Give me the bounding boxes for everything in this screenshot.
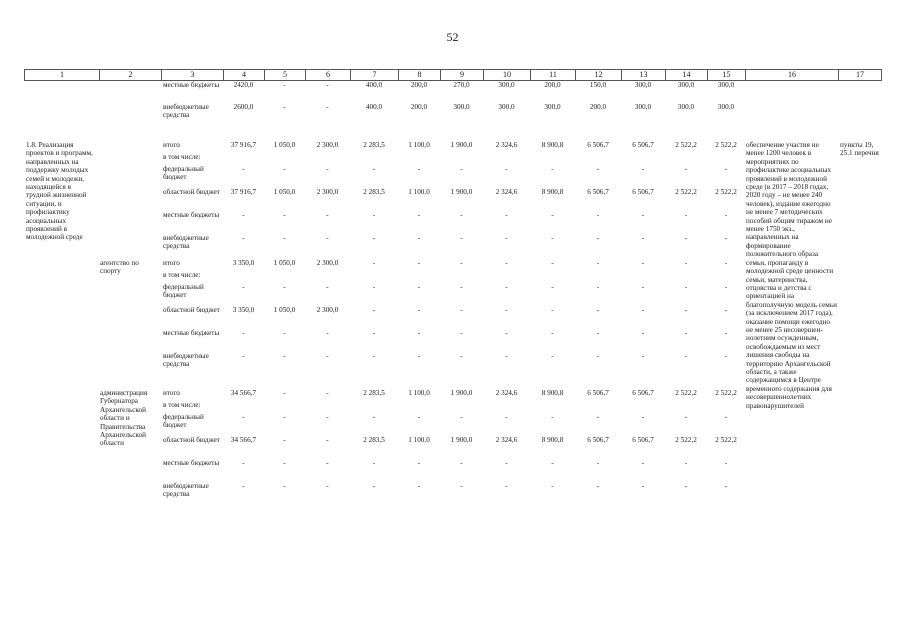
- row-value: -: [326, 436, 329, 444]
- row-label: федеральный бюджет: [163, 165, 204, 182]
- row-value: -: [326, 165, 329, 173]
- row-label: внебюджетные средства: [163, 352, 209, 369]
- header-col-3: 3: [161, 70, 223, 80]
- row-value: -: [596, 211, 600, 219]
- row-value: -: [684, 211, 688, 219]
- row-value: -: [551, 482, 554, 490]
- row-value: -: [242, 234, 245, 242]
- header-col-1: 1: [24, 70, 99, 80]
- row-value: -: [684, 234, 688, 242]
- row-value: 2 300,0: [316, 306, 339, 314]
- row-value: -: [372, 352, 376, 360]
- row-value: -: [283, 165, 286, 173]
- row-value: -: [551, 234, 554, 242]
- row-label: в том числе:: [163, 153, 201, 161]
- row-value: -: [326, 459, 329, 467]
- row-value: -: [417, 459, 421, 467]
- row-label: в том числе:: [163, 271, 201, 279]
- row-value: -: [684, 259, 688, 267]
- row-value: -: [641, 283, 645, 291]
- row-value: 300,0: [544, 103, 561, 111]
- row-value: -: [417, 259, 421, 267]
- row-value: -: [326, 482, 329, 490]
- row-value: 2 283,5: [363, 389, 385, 397]
- row-value: -: [372, 283, 376, 291]
- row-value: -: [551, 211, 554, 219]
- header-col-15: 15: [707, 70, 745, 80]
- item-title: 1.8. Реализация проектов и программ, направленных на поддержку молодых семей и молодежи, находящейся в трудной жизненной ситуации, и профилактику асоциальных проявлений в молодежной среде: [26, 141, 93, 242]
- row-value: 200,0: [410, 103, 428, 111]
- row-value: -: [460, 234, 463, 242]
- row-value: -: [724, 165, 728, 173]
- row-value: -: [641, 165, 645, 173]
- row-value: -: [596, 329, 600, 337]
- header-col-12: 12: [575, 70, 621, 80]
- row-value: -: [684, 283, 688, 291]
- row-value: -: [242, 329, 245, 337]
- row-value: 6 506,7: [587, 141, 609, 149]
- row-value: -: [551, 165, 554, 173]
- row-value: 2 300,0: [316, 141, 339, 149]
- row-value: -: [242, 459, 245, 467]
- row-label: местные бюджеты: [163, 211, 220, 219]
- row-value: 2 283,5: [363, 436, 385, 444]
- row-value: -: [372, 234, 376, 242]
- row-value: 2 324,6: [495, 188, 518, 196]
- row-label: местные бюджеты: [163, 459, 220, 467]
- row-value: -: [242, 352, 245, 360]
- row-value: -: [283, 103, 286, 111]
- row-value: -: [596, 234, 600, 242]
- row-value: 1 100,0: [408, 436, 430, 444]
- row-value: -: [596, 413, 600, 421]
- row-value: 270,0: [453, 81, 470, 89]
- row-value: -: [417, 329, 421, 337]
- row-value: -: [505, 259, 508, 267]
- table-header-row: [24, 69, 882, 81]
- row-value: -: [242, 413, 245, 421]
- row-value: -: [505, 211, 508, 219]
- row-value: -: [372, 482, 376, 490]
- row-value: -: [326, 283, 329, 291]
- row-value: 300,0: [498, 81, 515, 89]
- row-value: -: [460, 329, 463, 337]
- row-value: 300,0: [717, 103, 735, 111]
- row-value: -: [326, 211, 329, 219]
- row-value: -: [724, 329, 728, 337]
- row-value: -: [596, 482, 600, 490]
- row-value: 300,0: [677, 103, 695, 111]
- row-value: 1 100,0: [408, 389, 430, 397]
- header-col-10: 10: [483, 70, 530, 80]
- row-value: 6 506,7: [632, 188, 654, 196]
- row-value: -: [417, 165, 421, 173]
- row-value: 34 566,7: [230, 436, 257, 444]
- row-value: -: [460, 413, 463, 421]
- row-value: -: [460, 211, 463, 219]
- row-value: -: [724, 259, 728, 267]
- row-value: 37 916,7: [230, 141, 257, 149]
- row-value: -: [372, 211, 376, 219]
- row-value: -: [460, 259, 463, 267]
- row-value: 8 900,8: [541, 188, 564, 196]
- row-value: 200,0: [544, 81, 561, 89]
- row-value: 150,0: [589, 81, 607, 89]
- row-value: -: [551, 259, 554, 267]
- header-col-4: 4: [223, 70, 264, 80]
- row-value: 1 100,0: [408, 188, 430, 196]
- row-value: 2 300,0: [316, 259, 339, 267]
- row-label: в том числе:: [163, 401, 201, 409]
- row-value: -: [724, 283, 728, 291]
- row-value: 2 324,6: [495, 141, 518, 149]
- row-value: -: [505, 283, 508, 291]
- row-value: -: [283, 352, 286, 360]
- row-value: -: [417, 352, 421, 360]
- row-value: 300,0: [634, 103, 652, 111]
- row-label: внебюджетные средства: [163, 482, 209, 499]
- row-value: -: [242, 211, 245, 219]
- row-value: 1 050,0: [273, 259, 296, 267]
- header-col-17: 17: [838, 70, 882, 80]
- row-value: 1 900,0: [450, 436, 473, 444]
- row-value: 1 900,0: [450, 141, 473, 149]
- row-label: федеральный бюджет: [163, 283, 204, 300]
- row-label: областной бюджет: [163, 188, 220, 196]
- row-value: -: [283, 81, 286, 89]
- row-label: местные бюджеты: [163, 329, 220, 337]
- row-value: -: [283, 329, 286, 337]
- row-value: -: [460, 482, 463, 490]
- row-value: -: [372, 306, 376, 314]
- row-value: -: [551, 306, 554, 314]
- row-value: -: [505, 165, 508, 173]
- header-col-13: 13: [621, 70, 665, 80]
- row-value: 8 900,8: [541, 389, 564, 397]
- row-value: 300,0: [634, 81, 652, 89]
- row-value: 1 050,0: [273, 188, 296, 196]
- row-value: -: [372, 459, 376, 467]
- row-value: -: [505, 482, 508, 490]
- row-value: -: [551, 459, 554, 467]
- row-value: -: [551, 352, 554, 360]
- row-value: 6 506,7: [587, 188, 609, 196]
- row-value: 6 506,7: [632, 389, 654, 397]
- row-value: 300,0: [453, 103, 470, 111]
- row-value: 2 522,2: [675, 141, 697, 149]
- page-number: 52: [446, 30, 459, 44]
- row-value: -: [283, 389, 286, 397]
- row-value: 400,0: [365, 103, 383, 111]
- header-col-7: 7: [350, 70, 398, 80]
- row-value: -: [372, 413, 376, 421]
- row-value: -: [460, 306, 463, 314]
- row-value: 6 506,7: [587, 389, 609, 397]
- row-value: -: [283, 459, 286, 467]
- row-value: -: [724, 352, 728, 360]
- row-value: -: [724, 482, 728, 490]
- row-value: -: [372, 165, 376, 173]
- row-value: -: [684, 352, 688, 360]
- row-value: -: [242, 482, 245, 490]
- row-value: 200,0: [410, 81, 428, 89]
- header-col-14: 14: [665, 70, 707, 80]
- row-value: -: [641, 211, 645, 219]
- row-value: -: [326, 103, 329, 111]
- row-value: -: [326, 389, 329, 397]
- row-value: 2 522,2: [715, 389, 737, 397]
- row-value: -: [684, 413, 688, 421]
- row-label: областной бюджет: [163, 436, 220, 444]
- row-value: -: [460, 165, 463, 173]
- row-value: -: [724, 306, 728, 314]
- row-value: -: [417, 283, 421, 291]
- row-value: -: [641, 306, 645, 314]
- row-value: -: [641, 259, 645, 267]
- row-value: -: [641, 413, 645, 421]
- row-value: -: [641, 329, 645, 337]
- row-value: -: [684, 482, 688, 490]
- executor-name: агентство по спорту: [100, 259, 139, 276]
- row-value: 2 300,0: [316, 188, 339, 196]
- row-value: 2 522,2: [715, 436, 737, 444]
- row-value: -: [684, 165, 688, 173]
- row-value: -: [641, 234, 645, 242]
- row-value: -: [505, 329, 508, 337]
- row-value: 34 566,7: [230, 389, 257, 397]
- row-value: -: [551, 329, 554, 337]
- row-value: -: [596, 259, 600, 267]
- row-value: -: [684, 329, 688, 337]
- row-value: -: [596, 352, 600, 360]
- row-value: 6 506,7: [587, 436, 609, 444]
- row-label: внебюджетные средства: [163, 103, 209, 120]
- row-value: -: [326, 234, 329, 242]
- row-value: 2600,0: [233, 103, 254, 111]
- row-value: -: [283, 482, 286, 490]
- row-value: -: [283, 211, 286, 219]
- row-value: -: [724, 459, 728, 467]
- item-result: обеспечение участия не менее 1200 человек в мероприятиях по профилактике асоциальных проявлений в молодежной среде (в 2017 – 2018 годах, 2020 году – не менее 240 человек), издание ежегодно не менее 7 методических пособий общим тиражом не менее 1750 экз., направленных на формирование положительного образа семьи, пропаганду в молодежной среде ценности семьи, материнства, отцовства и детства с ориентацией на благополучную модель семьи (за исключением 2017 года), оказание помощи ежегодно не менее 25 несовершен-нолетним осужденным, освобождаемым из мест лишения свободы на территорию Архангельской области, а также содержащимся в Центре временного содержания для несовершеннолетних правонарушителей: [746, 141, 837, 410]
- row-value: -: [417, 482, 421, 490]
- row-value: -: [242, 165, 245, 173]
- row-value: -: [326, 352, 329, 360]
- row-value: -: [684, 306, 688, 314]
- row-value: 300,0: [717, 81, 735, 89]
- row-value: 1 050,0: [273, 141, 296, 149]
- row-value: 300,0: [498, 103, 515, 111]
- header-col-8: 8: [398, 70, 440, 80]
- row-value: 2 283,5: [363, 141, 385, 149]
- row-value: -: [641, 482, 645, 490]
- row-value: -: [596, 283, 600, 291]
- row-value: 37 916,7: [230, 188, 257, 196]
- row-label: внебюджетные средства: [163, 234, 209, 251]
- row-value: -: [417, 234, 421, 242]
- row-value: -: [505, 459, 508, 467]
- row-label: областной бюджет: [163, 306, 220, 314]
- header-col-6: 6: [305, 70, 350, 80]
- row-value: 8 900,8: [541, 141, 564, 149]
- row-value: -: [505, 306, 508, 314]
- row-value: -: [641, 352, 645, 360]
- header-col-9: 9: [440, 70, 483, 80]
- row-value: -: [242, 283, 245, 291]
- row-value: -: [460, 459, 463, 467]
- row-value: -: [551, 413, 554, 421]
- row-label: итого: [163, 141, 180, 149]
- row-value: 1 900,0: [450, 188, 473, 196]
- row-value: 2 522,2: [715, 141, 737, 149]
- row-value: 6 506,7: [632, 436, 654, 444]
- row-value: -: [724, 211, 728, 219]
- row-value: 400,0: [365, 81, 383, 89]
- row-value: 1 050,0: [273, 306, 296, 314]
- row-value: -: [372, 329, 376, 337]
- header-col-2: 2: [99, 70, 161, 80]
- row-value: -: [551, 283, 554, 291]
- header-col-16: 16: [745, 70, 838, 80]
- row-value: -: [505, 352, 508, 360]
- row-value: 3 350,0: [232, 259, 255, 267]
- row-value: 2 324,6: [495, 436, 518, 444]
- executor-name: администрация Губернатора Архангельской области и Правительства Архангельской области: [100, 389, 148, 448]
- row-value: -: [283, 436, 286, 444]
- row-value: 2 283,5: [363, 188, 385, 196]
- row-value: 6 506,7: [632, 141, 654, 149]
- row-value: -: [596, 165, 600, 173]
- row-value: -: [372, 259, 376, 267]
- row-value: -: [724, 413, 728, 421]
- row-value: 2 522,2: [675, 188, 697, 196]
- row-value: -: [505, 413, 508, 421]
- row-value: -: [724, 234, 728, 242]
- row-value: -: [326, 329, 329, 337]
- row-value: -: [505, 234, 508, 242]
- row-value: -: [326, 413, 329, 421]
- row-value: 2 522,2: [675, 389, 697, 397]
- row-value: -: [417, 211, 421, 219]
- row-value: 2 522,2: [675, 436, 697, 444]
- row-value: -: [596, 306, 600, 314]
- row-label: итого: [163, 259, 180, 267]
- row-value: -: [283, 283, 286, 291]
- row-value: -: [417, 306, 421, 314]
- row-value: -: [596, 459, 600, 467]
- row-label: федеральный бюджет: [163, 413, 204, 430]
- row-value: -: [283, 234, 286, 242]
- row-value: -: [283, 413, 286, 421]
- row-label: итого: [163, 389, 180, 397]
- row-value: 2420,0: [233, 81, 254, 89]
- row-value: -: [684, 459, 688, 467]
- header-col-5: 5: [264, 70, 305, 80]
- row-value: 8 900,8: [541, 436, 564, 444]
- row-value: 3 350,0: [232, 306, 255, 314]
- row-value: 1 900,0: [450, 389, 473, 397]
- row-value: 200,0: [589, 103, 607, 111]
- row-value: 1 100,0: [408, 141, 430, 149]
- row-value: -: [460, 352, 463, 360]
- header-col-11: 11: [530, 70, 575, 80]
- row-value: 2 522,2: [715, 188, 737, 196]
- row-value: -: [417, 413, 421, 421]
- row-value: -: [641, 459, 645, 467]
- row-value: 2 324,6: [495, 389, 518, 397]
- row-value: 300,0: [677, 81, 695, 89]
- row-value: -: [460, 283, 463, 291]
- row-label: местные бюджеты: [163, 81, 220, 89]
- row-value: -: [326, 81, 329, 89]
- item-reference: пункты 19, 25.1 перечня: [840, 141, 879, 158]
